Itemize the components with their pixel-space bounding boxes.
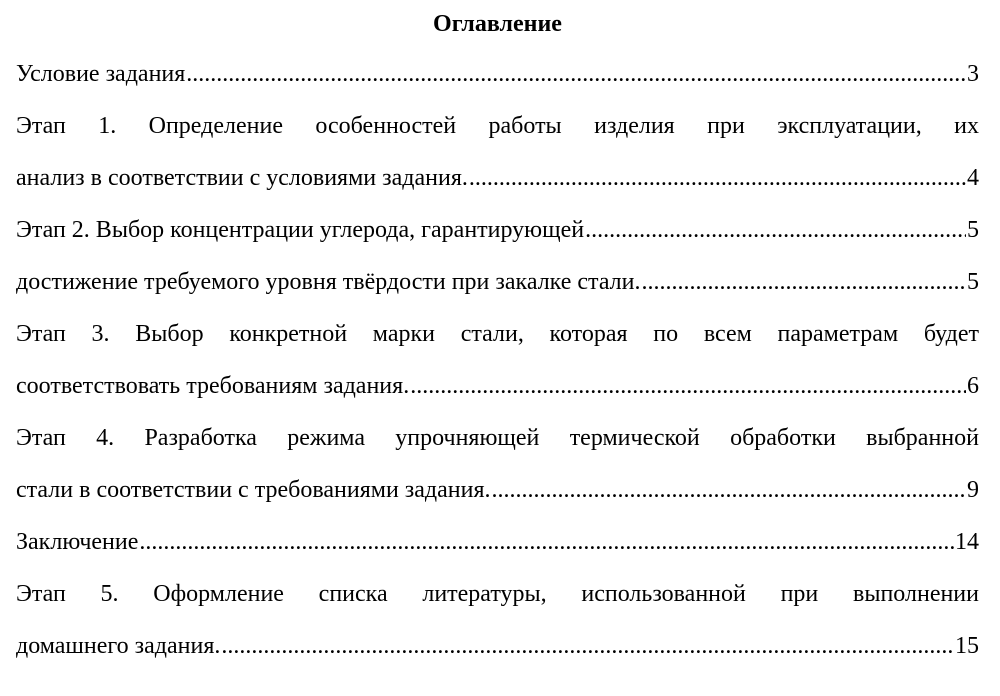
toc-entry-3[interactable] — [16, 218, 979, 270]
toc-page-number: 5 — [967, 217, 979, 243]
toc-entry-text: Этап 5. Оформление списка литературы, использованной при выполнении — [16, 581, 979, 607]
toc-entry-text: домашнего задания. — [16, 633, 221, 659]
toc-page-number: 5 — [967, 269, 979, 295]
toc-entry-text: Этап 2. Выбор концентрации углерода, гарантирующей — [16, 217, 585, 243]
toc-leader-dots — [410, 374, 966, 398]
toc-entry-text: Условие задания — [16, 61, 186, 87]
table-of-contents — [16, 62, 979, 686]
toc-leader-dots — [221, 634, 954, 658]
toc-entry-text: соответствовать требованиям задания. — [16, 373, 410, 399]
toc-page-number: 15 — [955, 633, 979, 659]
toc-page-number: 6 — [967, 373, 979, 399]
toc-entry-6[interactable] — [16, 478, 979, 530]
toc-page-number: 14 — [955, 529, 979, 555]
toc-entry-text: Этап 3. Выбор конкретной марки стали, которая по всем параметрам будет — [16, 321, 979, 347]
document-page — [16, 0, 979, 686]
toc-entry-1[interactable] — [16, 62, 979, 114]
toc-entry-6-line1[interactable] — [16, 426, 979, 478]
toc-entry-7[interactable] — [16, 530, 979, 582]
toc-entry-8-line1[interactable] — [16, 582, 979, 634]
toc-leader-dots — [186, 62, 966, 86]
toc-entry-4[interactable] — [16, 270, 979, 322]
toc-entry-8[interactable] — [16, 634, 979, 686]
toc-entry-2[interactable] — [16, 166, 979, 218]
toc-entry-text: анализ в соответствии с условиями задания. — [16, 165, 468, 191]
toc-entry-text: достижение требуемого уровня твёрдости при закалке стали. — [16, 269, 641, 295]
toc-page-number: 9 — [967, 477, 979, 503]
toc-entry-text: Этап 1. Определение особенностей работы изделия при эксплуатации, их — [16, 113, 979, 139]
toc-page-number: 3 — [967, 61, 979, 87]
toc-entry-text: Заключение — [16, 529, 139, 555]
toc-page-number: 4 — [967, 165, 979, 191]
toc-leader-dots — [492, 478, 966, 502]
toc-leader-dots — [469, 166, 966, 190]
toc-entry-text: стали в соответствии с требованиями задания. — [16, 477, 491, 503]
toc-entry-5[interactable] — [16, 374, 979, 426]
toc-leader-dots — [642, 270, 966, 294]
toc-leader-dots — [585, 218, 966, 242]
toc-entry-2-line1[interactable] — [16, 114, 979, 166]
toc-leader-dots — [139, 530, 954, 554]
toc-entry-text: Этап 4. Разработка режима упрочняющей термической обработки выбранной — [16, 425, 979, 451]
toc-title: Оглавление — [433, 11, 562, 37]
toc-entry-5-line1[interactable] — [16, 322, 979, 374]
